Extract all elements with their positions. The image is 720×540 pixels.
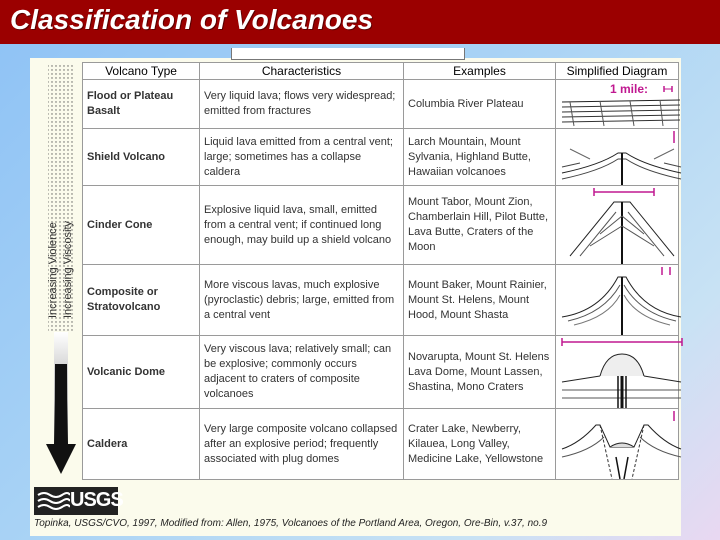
usgs-logo-text: USGS (70, 489, 123, 511)
volcanic-dome-icon (560, 336, 683, 408)
volcano-type: Volcanic Dome (83, 336, 200, 409)
volcanic-dome-diagram (556, 336, 679, 409)
characteristics: Very liquid lava; flows very widespread; emitted from fractures (200, 80, 404, 129)
table-row (83, 80, 679, 129)
header-bracket (231, 48, 465, 60)
characteristics: Very large composite volcano collapsed after an explosive period; frequently associated with plug domes (200, 409, 404, 480)
table-row (83, 265, 679, 336)
caldera-icon (560, 409, 683, 479)
volcano-type: Shield Volcano (83, 129, 200, 186)
stratovolcano-diagram (556, 265, 679, 336)
examples: Mount Baker, Mount Rainier, Mount St. Helens, Mount Hood, Mount Shasta (404, 265, 556, 336)
increasing-violence-label: Increasing Violence (47, 222, 59, 318)
col-header-characteristics: Characteristics (200, 63, 404, 80)
table-row (83, 336, 679, 409)
scale-label: 1 mile: (610, 82, 649, 96)
examples: Novarupta, Mount St. Helens Lava Dome, Mount Lassen, Shastina, Mono Craters (404, 336, 556, 409)
col-header-examples: Examples (404, 63, 556, 80)
volcano-type: Composite or Stratovolcano (83, 265, 200, 336)
volcano-type: Cinder Cone (83, 186, 200, 265)
volcano-type: Flood or Plateau Basalt (83, 80, 200, 129)
usgs-logo (34, 487, 123, 515)
increasing-viscosity-label: Increasing Viscosity (62, 220, 74, 318)
caldera-diagram (556, 409, 679, 480)
table-row (83, 186, 679, 265)
flood-basalt-diagram (556, 80, 679, 129)
characteristics: Very viscous lava; relatively small; can be explosive; commonly occurs adjacent to craters of composite volcanoes (200, 336, 404, 409)
examples: Larch Mountain, Mount Sylvania, Highland Butte, Hawaiian volcanoes (404, 129, 556, 186)
col-header-type: Volcano Type (83, 63, 200, 80)
slide-title: Classification of Volcanoes (10, 4, 374, 35)
volcano-type: Caldera (83, 409, 200, 480)
cinder-cone-icon (560, 186, 683, 264)
title-bar (0, 0, 720, 44)
characteristics: Liquid lava emitted from a central vent; large; sometimes has a collapse caldera (200, 129, 404, 186)
characteristics: Explosive liquid lava, small, emitted from a central vent; if continued long enough, may build up a shield volcano (200, 186, 404, 265)
shield-volcano-icon (560, 129, 683, 185)
classification-table (82, 62, 679, 480)
credit-line: Topinka, USGS/CVO, 1997, Modified from: Allen, 1975, Volcanoes of the Portland Area, Oregon, Ore-Bin, v.37, no.9 (34, 518, 548, 529)
table-row (83, 409, 679, 480)
examples: Columbia River Plateau (404, 80, 556, 129)
col-header-diagram: Simplified Diagram (556, 63, 679, 80)
table-header-row (83, 63, 679, 80)
examples: Mount Tabor, Mount Zion, Chamberlain Hill, Pilot Butte, Lava Butte, Craters of the Moon (404, 186, 556, 265)
stratovolcano-icon (560, 265, 683, 335)
table-row (83, 129, 679, 186)
usgs-wave-icon (36, 487, 70, 515)
characteristics: More viscous lavas, much explosive (pyroclastic) debris; large, emitted from a central vent (200, 265, 404, 336)
cinder-cone-diagram (556, 186, 679, 265)
shield-diagram (556, 129, 679, 186)
examples: Crater Lake, Newberry, Kilauea, Long Valley, Medicine Lake, Yellowstone (404, 409, 556, 480)
